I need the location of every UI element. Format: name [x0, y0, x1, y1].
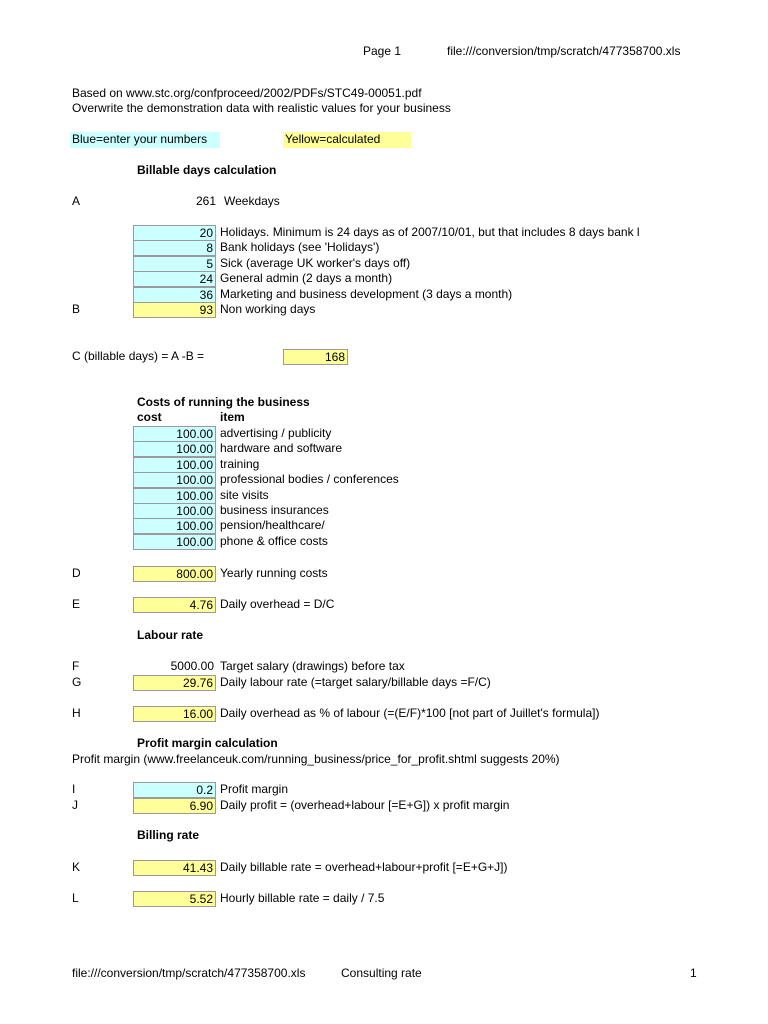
hourly-billable-rate-value: 5.52 — [133, 891, 216, 907]
non-working-day-item-input[interactable]: 8 — [133, 240, 216, 256]
billable-days-value: 168 — [283, 349, 348, 365]
row-label-i: I — [72, 782, 76, 796]
profit-margin-input[interactable]: 0.2 — [133, 782, 216, 798]
non-working-days-label: Non working days — [220, 302, 316, 316]
billing-rate-title: Billing rate — [137, 828, 200, 842]
target-salary-value: 5000.00 — [170, 659, 214, 673]
yearly-running-costs-value: 800.00 — [133, 566, 216, 582]
row-label-g: G — [72, 675, 82, 689]
non-working-day-item-input[interactable]: 36 — [133, 287, 216, 303]
profit-margin-title: Profit margin calculation — [137, 736, 278, 750]
cost-item-label: site visits — [220, 487, 269, 502]
non-working-day-item-label: Bank holidays (see 'Holidays') — [220, 240, 380, 255]
row-label-l: L — [72, 891, 79, 905]
non-working-day-item-input[interactable]: 5 — [133, 256, 216, 272]
row-label-e: E — [72, 597, 81, 611]
row-label-f: F — [72, 659, 80, 673]
cost-item-input[interactable]: 100.00 — [133, 503, 216, 519]
cost-item-label: professional bodies / conferences — [220, 472, 399, 487]
hourly-billable-rate-label: Hourly billable rate = daily / 7.5 — [220, 891, 385, 905]
row-label-k: K — [72, 860, 81, 874]
cost-item-label: advertising / publicity — [220, 426, 332, 440]
page-number-header: Page 1 — [363, 44, 402, 58]
weekdays-value: 261 — [195, 194, 216, 208]
costs-column-item: item — [220, 410, 245, 424]
file-path-header: file:///conversion/tmp/scratch/477358700.xls — [447, 44, 681, 58]
footer-page-number: 1 — [690, 966, 697, 980]
daily-profit-value: 6.90 — [133, 798, 216, 814]
yearly-running-costs-label: Yearly running costs — [220, 566, 328, 580]
cost-item-label: phone & office costs — [220, 533, 328, 548]
non-working-day-item-label: General admin (2 days a month) — [220, 271, 393, 286]
non-working-day-item-label: Holidays. Minimum is 24 days as of 2007/10/01, but that includes 8 days bank l — [220, 225, 640, 239]
row-label-a: A — [72, 194, 81, 208]
row-label-b: B — [72, 302, 81, 316]
non-working-day-item-label: Marketing and business development (3 days a month) — [220, 286, 513, 301]
daily-overhead-value: 4.76 — [133, 597, 216, 613]
profit-margin-label: Profit margin — [220, 782, 289, 796]
billable-days-formula-label: C (billable days) = A -B = — [72, 349, 205, 363]
labour-rate-title: Labour rate — [137, 628, 204, 642]
legend-yellow-calculated: Yellow=calculated — [283, 132, 411, 148]
row-label-d: D — [72, 566, 81, 580]
row-label-h: H — [72, 706, 81, 720]
footer-file-path: file:///conversion/tmp/scratch/477358700.xls — [72, 966, 306, 980]
cost-item-label: business insurances — [220, 503, 329, 517]
non-working-day-item-input[interactable]: 20 — [133, 225, 216, 241]
cost-item-input[interactable]: 100.00 — [133, 472, 216, 488]
daily-overhead-label: Daily overhead = D/C — [220, 597, 335, 611]
target-salary-label: Target salary (drawings) before tax — [220, 659, 405, 673]
intro-source-line: Based on www.stc.org/confproceed/2002/PDFs/STC49-00051.pdf — [72, 86, 422, 100]
weekdays-label: Weekdays — [224, 194, 280, 208]
costs-title: Costs of running the business — [137, 395, 310, 409]
costs-column-cost: cost — [137, 410, 162, 424]
overhead-percent-value: 16.00 — [133, 706, 216, 722]
cost-item-label: training — [220, 456, 260, 471]
cost-item-input[interactable]: 100.00 — [133, 441, 216, 457]
intro-instruction-line: Overwrite the demonstration data with realistic values for your business — [72, 101, 451, 115]
overhead-percent-label: Daily overhead as % of labour (=(E/F)*100 [not part of Juillet's formula]) — [220, 706, 600, 720]
daily-labour-rate-value: 29.76 — [133, 675, 216, 691]
cost-item-input[interactable]: 100.00 — [133, 488, 216, 504]
non-working-days-total: 93 — [133, 302, 216, 318]
cost-item-input[interactable]: 100.00 — [133, 457, 216, 473]
footer-sheet-name: Consulting rate — [341, 966, 422, 980]
non-working-day-item-label: Sick (average UK worker's days off) — [220, 255, 411, 270]
non-working-day-item-input[interactable]: 24 — [133, 271, 216, 287]
cost-item-input[interactable]: 100.00 — [133, 518, 216, 534]
cost-item-input[interactable]: 100.00 — [133, 534, 216, 550]
cost-item-label: pension/healthcare/ — [220, 518, 325, 533]
profit-margin-note: Profit margin (www.freelanceuk.com/running_business/price_for_profit.shtml suggests 20%) — [72, 752, 560, 766]
row-label-j: J — [72, 798, 78, 812]
cost-item-label: hardware and software — [220, 441, 343, 456]
daily-billable-rate-label: Daily billable rate = overhead+labour+profit [=E+G+J]) — [220, 860, 508, 874]
daily-labour-rate-label: Daily labour rate (=target salary/billable days =F/C) — [220, 675, 491, 689]
cost-item-input[interactable]: 100.00 — [133, 426, 216, 442]
legend-blue-input: Blue=enter your numbers — [70, 132, 220, 148]
daily-profit-label: Daily profit = (overhead+labour [=E+G]) x profit margin — [220, 798, 510, 812]
daily-billable-rate-value: 41.43 — [133, 860, 216, 876]
billable-days-title: Billable days calculation — [137, 163, 277, 177]
